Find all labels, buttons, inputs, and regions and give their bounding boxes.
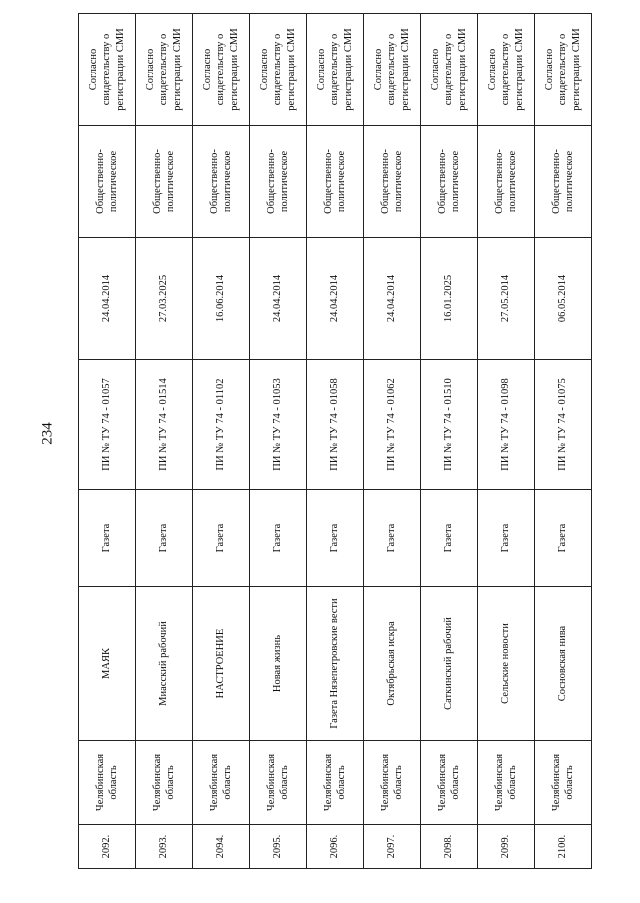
registration-number-cell: ПИ № ТУ 74 - 01098 bbox=[478, 360, 535, 490]
registration-number-cell: ПИ № ТУ 74 - 01102 bbox=[193, 360, 250, 490]
basis-cell: Согласно свидетельству о регистрации СМИ bbox=[307, 14, 364, 126]
row-number-cell: 2092. bbox=[79, 825, 136, 869]
registration-date-cell: 16.06.2014 bbox=[193, 238, 250, 360]
region-cell: Челябинская область bbox=[364, 741, 421, 825]
basis-cell: Согласно свидетельству о регистрации СМИ bbox=[535, 14, 592, 126]
topic-cell: Общественно-политическое bbox=[421, 126, 478, 238]
row-number-cell: 2099. bbox=[478, 825, 535, 869]
topic-cell: Общественно-политическое bbox=[307, 126, 364, 238]
media-title-cell: НАСТРОЕНИЕ bbox=[193, 587, 250, 741]
topic-cell: Общественно-политическое bbox=[79, 126, 136, 238]
registration-date-cell: 27.03.2025 bbox=[136, 238, 193, 360]
media-kind-cell: Газета bbox=[79, 490, 136, 587]
media-kind-cell: Газета bbox=[364, 490, 421, 587]
media-title-cell: Саткинский рабочий bbox=[421, 587, 478, 741]
region-cell: Челябинская область bbox=[250, 741, 307, 825]
table-row bbox=[250, 14, 307, 869]
media-registry-table bbox=[78, 13, 592, 869]
media-kind-cell: Газета bbox=[193, 490, 250, 587]
registration-number-cell: ПИ № ТУ 74 - 01075 bbox=[535, 360, 592, 490]
basis-cell: Согласно свидетельству о регистрации СМИ bbox=[478, 14, 535, 126]
table-row bbox=[535, 14, 592, 869]
registration-number-cell: ПИ № ТУ 74 - 01053 bbox=[250, 360, 307, 490]
region-cell: Челябинская область bbox=[478, 741, 535, 825]
media-kind-cell: Газета bbox=[250, 490, 307, 587]
registration-date-cell: 24.04.2014 bbox=[250, 238, 307, 360]
region-cell: Челябинская область bbox=[79, 741, 136, 825]
registration-date-cell: 27.05.2014 bbox=[478, 238, 535, 360]
media-kind-cell: Газета bbox=[421, 490, 478, 587]
topic-cell: Общественно-политическое bbox=[478, 126, 535, 238]
registration-number-cell: ПИ № ТУ 74 - 01058 bbox=[307, 360, 364, 490]
media-title-cell: Сельские новости bbox=[478, 587, 535, 741]
table-row bbox=[79, 14, 136, 869]
registration-date-cell: 24.04.2014 bbox=[79, 238, 136, 360]
media-title-cell: Миасский рабочий bbox=[136, 587, 193, 741]
basis-cell: Согласно свидетельству о регистрации СМИ bbox=[79, 14, 136, 126]
region-cell: Челябинская область bbox=[421, 741, 478, 825]
topic-cell: Общественно-политическое bbox=[193, 126, 250, 238]
topic-cell: Общественно-политическое bbox=[136, 126, 193, 238]
basis-cell: Согласно свидетельству о регистрации СМИ bbox=[136, 14, 193, 126]
table-row bbox=[136, 14, 193, 869]
registration-number-cell: ПИ № ТУ 74 - 01062 bbox=[364, 360, 421, 490]
registration-number-cell: ПИ № ТУ 74 - 01510 bbox=[421, 360, 478, 490]
media-title-cell: МАЯК bbox=[79, 587, 136, 741]
media-kind-cell: Газета bbox=[535, 490, 592, 587]
region-cell: Челябинская область bbox=[535, 741, 592, 825]
basis-cell: Согласно свидетельству о регистрации СМИ bbox=[364, 14, 421, 126]
table-row bbox=[421, 14, 478, 869]
table-row bbox=[364, 14, 421, 869]
registration-date-cell: 24.04.2014 bbox=[307, 238, 364, 360]
topic-cell: Общественно-политическое bbox=[364, 126, 421, 238]
media-title-cell: Новая жизнь bbox=[250, 587, 307, 741]
row-number-cell: 2096. bbox=[307, 825, 364, 869]
registration-number-cell: ПИ № ТУ 74 - 01057 bbox=[79, 360, 136, 490]
region-cell: Челябинская область bbox=[193, 741, 250, 825]
page-number: 234 bbox=[39, 422, 56, 445]
row-number-cell: 2100. bbox=[535, 825, 592, 869]
region-cell: Челябинская область bbox=[307, 741, 364, 825]
table-body bbox=[79, 14, 592, 869]
registration-date-cell: 24.04.2014 bbox=[364, 238, 421, 360]
media-title-cell: Сосновская нива bbox=[535, 587, 592, 741]
media-title-cell: Октябрьская искра bbox=[364, 587, 421, 741]
media-kind-cell: Газета bbox=[478, 490, 535, 587]
region-cell: Челябинская область bbox=[136, 741, 193, 825]
basis-cell: Согласно свидетельству о регистрации СМИ bbox=[421, 14, 478, 126]
media-title-cell: Газета Нязепетровские вести bbox=[307, 587, 364, 741]
media-kind-cell: Газета bbox=[307, 490, 364, 587]
registration-date-cell: 16.01.2025 bbox=[421, 238, 478, 360]
row-number-cell: 2093. bbox=[136, 825, 193, 869]
basis-cell: Согласно свидетельству о регистрации СМИ bbox=[250, 14, 307, 126]
media-kind-cell: Газета bbox=[136, 490, 193, 587]
topic-cell: Общественно-политическое bbox=[535, 126, 592, 238]
row-number-cell: 2094. bbox=[193, 825, 250, 869]
row-number-cell: 2098. bbox=[421, 825, 478, 869]
table-row bbox=[307, 14, 364, 869]
registration-number-cell: ПИ № ТУ 74 - 01514 bbox=[136, 360, 193, 490]
row-number-cell: 2097. bbox=[364, 825, 421, 869]
table-row bbox=[193, 14, 250, 869]
table-row bbox=[478, 14, 535, 869]
registration-date-cell: 06.05.2014 bbox=[535, 238, 592, 360]
topic-cell: Общественно-политическое bbox=[250, 126, 307, 238]
row-number-cell: 2095. bbox=[250, 825, 307, 869]
basis-cell: Согласно свидетельству о регистрации СМИ bbox=[193, 14, 250, 126]
